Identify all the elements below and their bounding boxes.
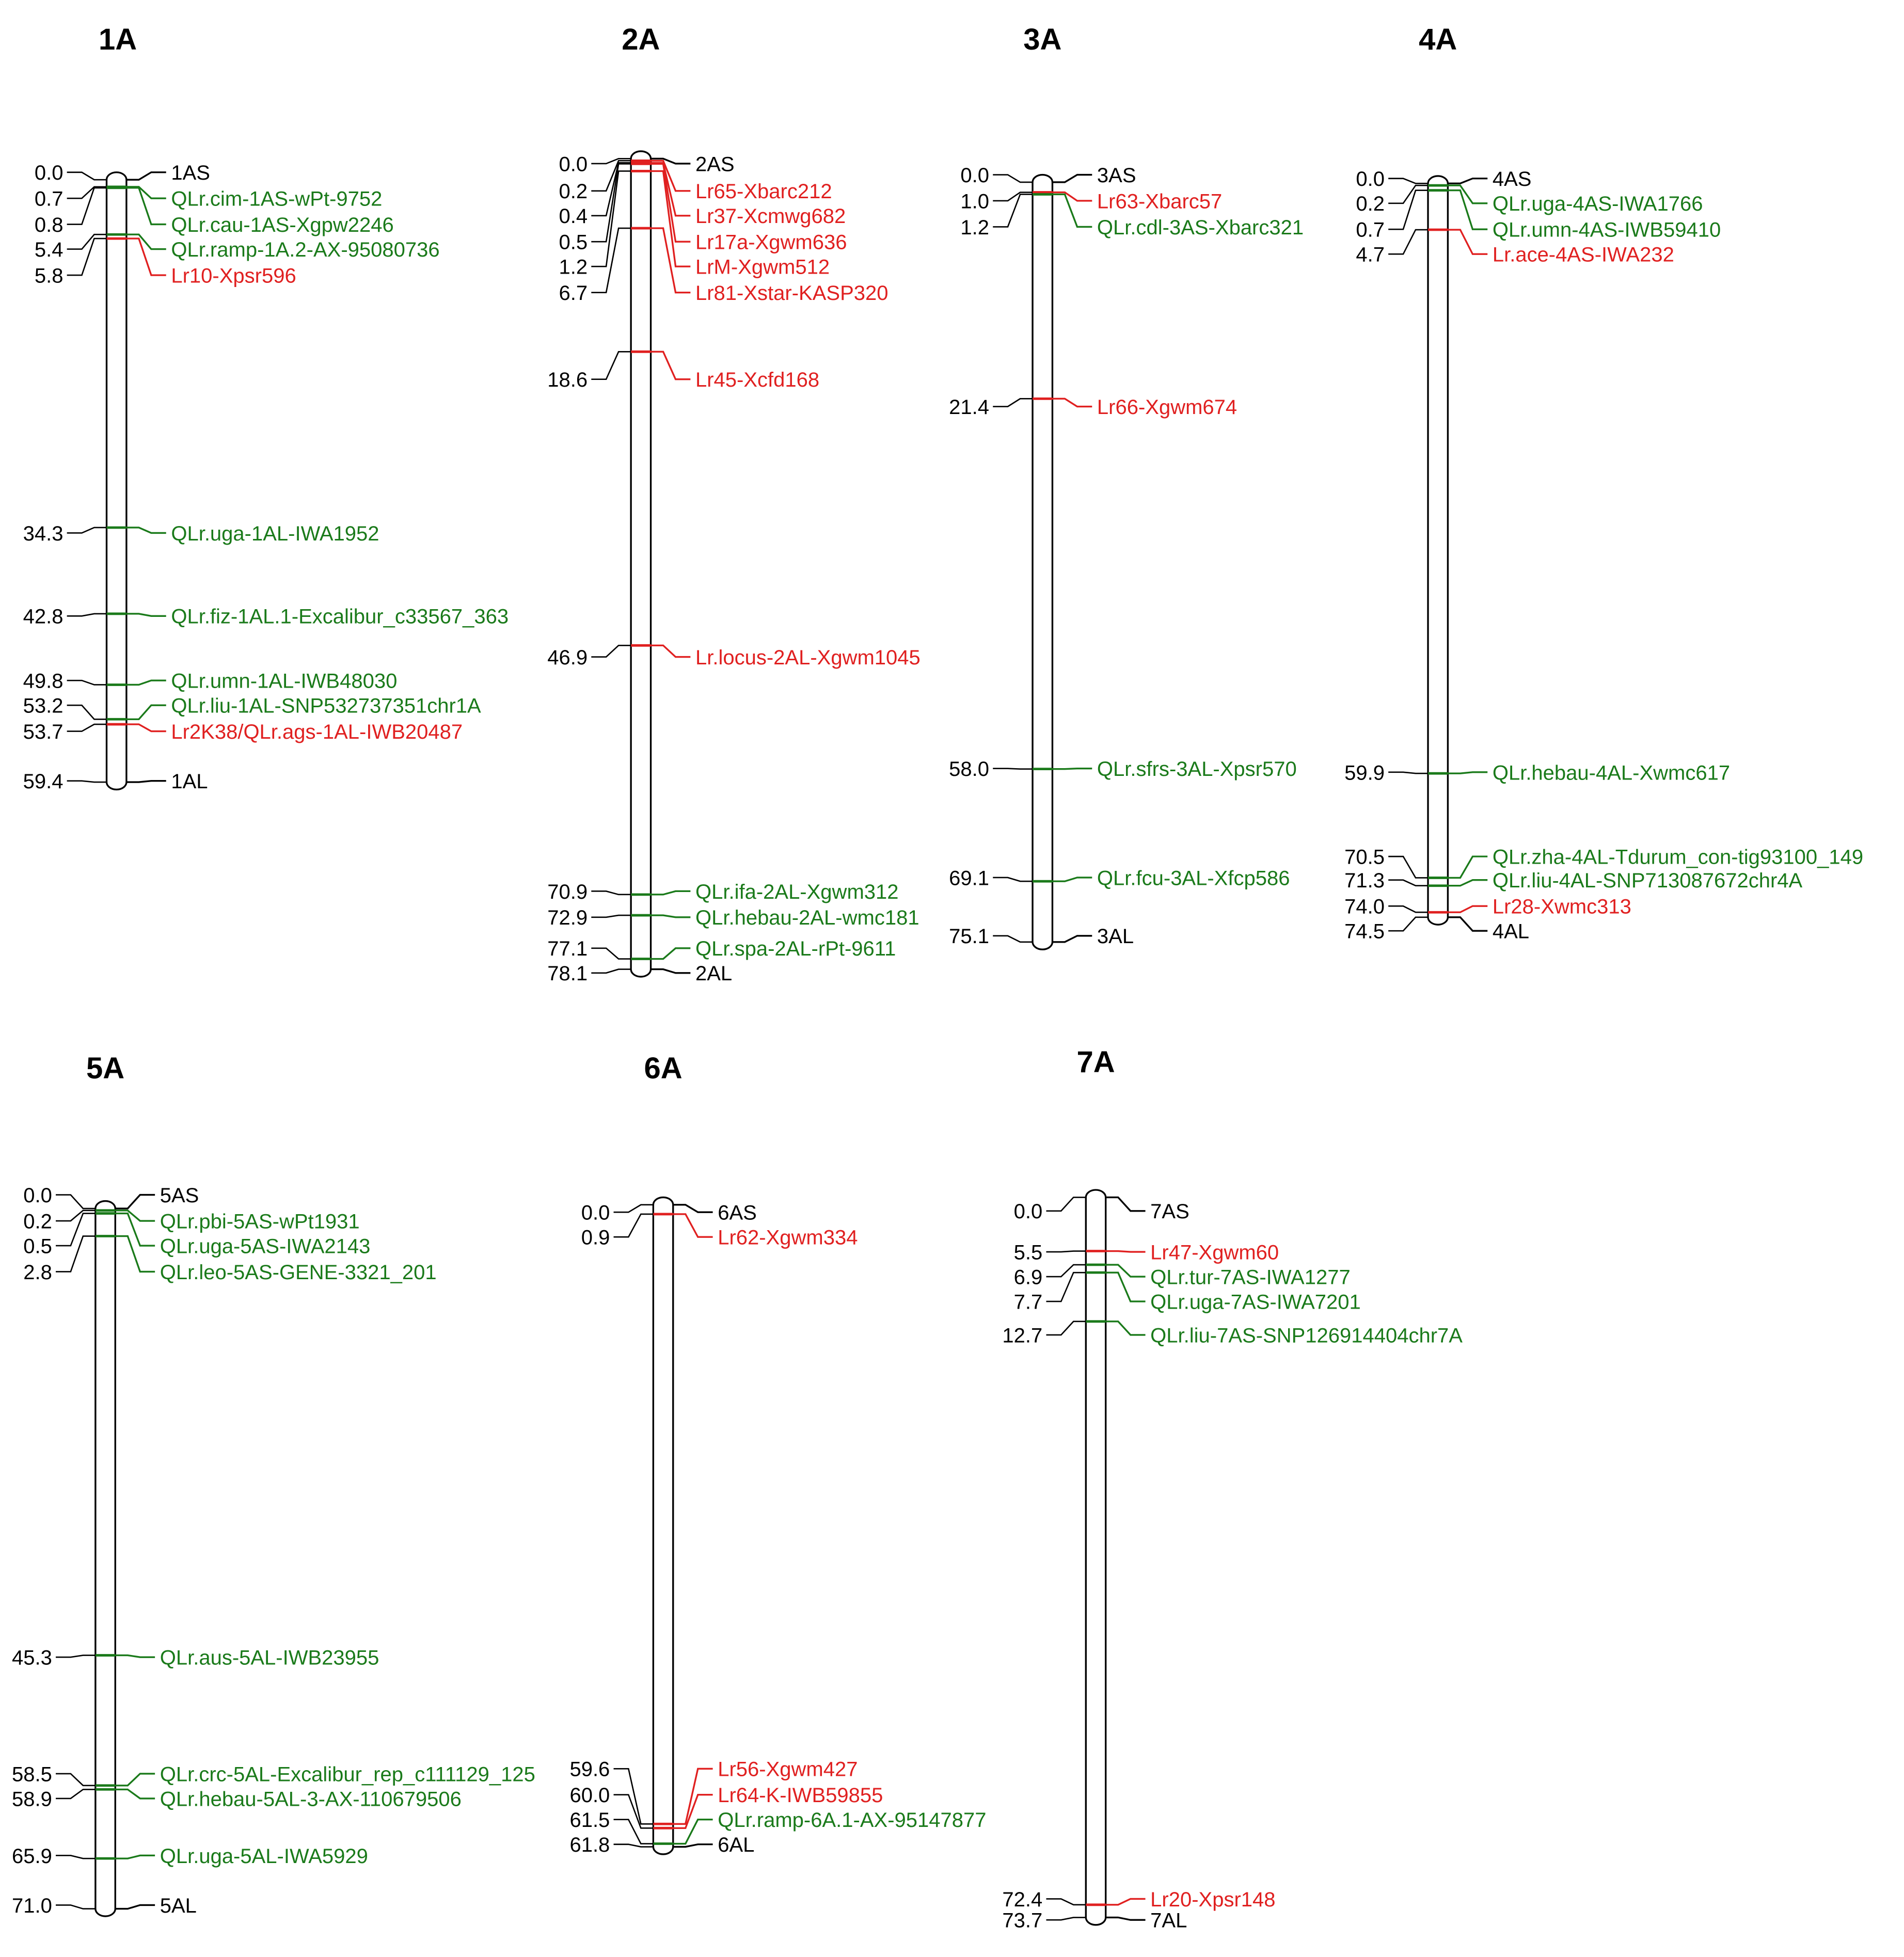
marker-label: QLr.hebau-4AL-Xwmc617 bbox=[1492, 761, 1731, 785]
marker-position: 4.7 bbox=[1356, 243, 1385, 266]
position-leader bbox=[591, 969, 631, 973]
marker-position: 1.2 bbox=[559, 256, 588, 279]
marker-label: 4AS bbox=[1492, 168, 1532, 191]
label-leader bbox=[673, 1844, 713, 1847]
position-leader bbox=[56, 1656, 96, 1658]
position-leader bbox=[1388, 185, 1428, 203]
marker bbox=[1014, 1265, 1351, 1288]
label-leader bbox=[1448, 917, 1487, 931]
chromosome-title: 3A bbox=[1023, 23, 1062, 57]
label-leader bbox=[1448, 856, 1487, 878]
marker bbox=[12, 1845, 368, 1868]
position-leader bbox=[614, 1820, 654, 1844]
marker bbox=[1344, 896, 1631, 918]
marker-position: 0.2 bbox=[559, 180, 588, 203]
position-leader bbox=[614, 1844, 654, 1847]
label-leader bbox=[1106, 1899, 1146, 1904]
marker-label: QLr.uga-5AL-IWA5929 bbox=[160, 1844, 368, 1868]
marker-position: 1.0 bbox=[960, 190, 990, 213]
marker-label: QLr.cim-1AS-wPt-9752 bbox=[171, 187, 383, 211]
marker bbox=[547, 906, 919, 929]
position-leader bbox=[993, 193, 1033, 201]
marker-position: 74.0 bbox=[1344, 895, 1385, 918]
marker-position: 58.9 bbox=[11, 1788, 52, 1811]
marker-position: 0.0 bbox=[559, 153, 588, 176]
marker-position: 72.4 bbox=[1002, 1888, 1043, 1911]
marker-position: 60.0 bbox=[569, 1784, 610, 1807]
label-leader bbox=[115, 1774, 155, 1786]
position-leader bbox=[1388, 906, 1428, 912]
marker-position: 0.0 bbox=[960, 164, 990, 187]
label-leader bbox=[651, 891, 691, 895]
position-leader bbox=[1388, 856, 1428, 878]
marker-label: QLr.uga-7AS-IWA7201 bbox=[1150, 1291, 1361, 1314]
marker bbox=[23, 695, 481, 720]
label-leader bbox=[1448, 179, 1487, 184]
marker-position: 42.8 bbox=[23, 605, 64, 628]
marker-position: 0.7 bbox=[34, 187, 64, 211]
marker-position: 0.0 bbox=[1013, 1200, 1043, 1223]
label-leader bbox=[1106, 1917, 1146, 1920]
marker-position: 34.3 bbox=[23, 522, 64, 545]
position-leader bbox=[67, 680, 107, 685]
marker-position: 7.7 bbox=[1013, 1291, 1043, 1314]
label-leader bbox=[115, 1855, 155, 1858]
marker-position: 5.5 bbox=[1013, 1241, 1043, 1264]
marker-position: 0.0 bbox=[23, 1184, 52, 1207]
marker-label: Lr10-Xpsr596 bbox=[171, 264, 296, 288]
marker-label: QLr.uga-1AL-IWA1952 bbox=[171, 522, 379, 545]
marker-position: 21.4 bbox=[949, 395, 990, 419]
marker-label: Lr47-Xgwm60 bbox=[1150, 1241, 1279, 1264]
position-leader bbox=[591, 891, 631, 895]
marker-label: QLr.spa-2AL-rPt-9611 bbox=[695, 937, 896, 961]
marker-label: QLr.umn-4AS-IWB59410 bbox=[1492, 218, 1721, 242]
marker-label: QLr.fcu-3AL-Xfcp586 bbox=[1097, 867, 1290, 890]
position-leader bbox=[56, 1855, 96, 1858]
marker bbox=[23, 522, 379, 545]
marker-position: 71.0 bbox=[11, 1894, 52, 1917]
marker-position: 58.0 bbox=[949, 758, 990, 781]
marker-position: 0.4 bbox=[559, 205, 588, 228]
chromosome-bar bbox=[106, 172, 126, 790]
marker-label: 5AL bbox=[160, 1894, 197, 1917]
position-leader bbox=[1388, 880, 1428, 886]
marker-label: QLr.cau-1AS-Xgpw2246 bbox=[171, 213, 394, 236]
label-leader bbox=[1106, 1251, 1146, 1252]
position-leader bbox=[591, 228, 631, 293]
marker bbox=[23, 606, 509, 628]
position-leader bbox=[993, 878, 1033, 881]
position-leader bbox=[614, 1205, 654, 1212]
marker-position: 0.0 bbox=[34, 162, 64, 185]
label-leader bbox=[1106, 1265, 1146, 1277]
position-leader bbox=[67, 187, 107, 198]
marker-label: Lr65-Xbarc212 bbox=[695, 180, 832, 203]
position-leader bbox=[591, 948, 631, 959]
marker-position: 0.2 bbox=[23, 1210, 52, 1233]
position-leader bbox=[1046, 1899, 1086, 1904]
label-leader bbox=[651, 915, 691, 917]
label-leader bbox=[115, 1214, 155, 1246]
position-leader bbox=[591, 161, 631, 190]
marker-label: QLr.zha-4AL-Tdurum_con-tig93100_149 bbox=[1492, 846, 1864, 869]
marker-position: 12.7 bbox=[1002, 1324, 1043, 1347]
chromosome-title: 5A bbox=[86, 1051, 125, 1085]
marker-label: QLr.hebau-5AL-3-AX-110679506 bbox=[160, 1788, 462, 1811]
marker bbox=[949, 396, 1237, 419]
label-leader bbox=[1448, 772, 1487, 773]
marker-position: 0.2 bbox=[1356, 193, 1385, 216]
marker bbox=[23, 1210, 359, 1233]
marker-label: QLr.ramp-1A.2-AX-95080736 bbox=[171, 238, 440, 262]
position-leader bbox=[591, 645, 631, 657]
chromosome-title: 4A bbox=[1419, 23, 1457, 57]
label-leader bbox=[115, 1211, 155, 1221]
chromosome-2a bbox=[547, 23, 921, 985]
position-leader bbox=[614, 1214, 654, 1237]
marker bbox=[949, 758, 1297, 781]
marker-position: 0.5 bbox=[559, 231, 588, 254]
marker bbox=[12, 1647, 379, 1669]
marker-label: 7AS bbox=[1150, 1200, 1189, 1223]
marker-position: 75.1 bbox=[949, 925, 990, 948]
position-leader bbox=[1046, 1265, 1086, 1277]
chromosome-4a bbox=[1344, 23, 1863, 943]
position-leader bbox=[67, 781, 107, 782]
marker bbox=[23, 670, 398, 693]
position-leader bbox=[67, 614, 107, 616]
label-leader bbox=[126, 172, 166, 180]
marker bbox=[1002, 1910, 1187, 1932]
marker-label: QLr.liu-4AL-SNP713087672chr4A bbox=[1492, 869, 1803, 893]
label-leader bbox=[1448, 185, 1487, 203]
marker-label: 1AS bbox=[171, 162, 210, 185]
marker-label: QLr.liu-1AL-SNP532737351chr1A bbox=[171, 694, 481, 718]
marker-position: 53.7 bbox=[23, 721, 64, 744]
marker-label: Lr2K38/QLr.ags-1AL-IWB20487 bbox=[171, 721, 463, 744]
label-leader bbox=[115, 1236, 155, 1272]
position-leader bbox=[1388, 179, 1428, 184]
marker bbox=[1344, 761, 1730, 784]
marker-label: Lr62-Xgwm334 bbox=[718, 1226, 858, 1249]
marker-label: Lr64-K-IWB59855 bbox=[718, 1784, 883, 1807]
marker-label: 2AL bbox=[695, 962, 733, 985]
marker-label: QLr.liu-7AS-SNP126914404chr7A bbox=[1150, 1324, 1463, 1347]
label-leader bbox=[651, 645, 691, 657]
label-leader bbox=[1052, 194, 1092, 227]
position-leader bbox=[1046, 1251, 1086, 1252]
position-leader bbox=[67, 724, 107, 731]
marker-position: 0.0 bbox=[581, 1201, 610, 1224]
label-leader bbox=[1106, 1322, 1146, 1335]
label-leader bbox=[673, 1769, 713, 1824]
chromosome-title: 2A bbox=[622, 23, 660, 57]
label-leader bbox=[1448, 906, 1487, 912]
label-leader bbox=[1448, 230, 1487, 254]
position-leader bbox=[67, 234, 107, 249]
marker-position: 59.6 bbox=[569, 1758, 610, 1781]
marker-label: 1AL bbox=[171, 770, 208, 793]
marker-position: 18.6 bbox=[547, 369, 588, 392]
marker bbox=[547, 937, 896, 960]
chromosome-bar bbox=[96, 1201, 115, 1916]
marker-label: QLr.pbi-5AS-wPt1931 bbox=[160, 1210, 360, 1233]
label-leader bbox=[651, 969, 691, 973]
position-leader bbox=[56, 1774, 96, 1786]
marker bbox=[35, 187, 383, 211]
label-leader bbox=[1448, 880, 1487, 886]
marker bbox=[547, 645, 921, 669]
marker-position: 70.5 bbox=[1344, 846, 1385, 869]
position-leader bbox=[1046, 1917, 1086, 1920]
position-leader bbox=[993, 175, 1033, 182]
position-leader bbox=[56, 1214, 96, 1246]
marker bbox=[1014, 1197, 1189, 1223]
marker bbox=[12, 1763, 535, 1786]
marker bbox=[12, 1788, 462, 1810]
label-leader bbox=[126, 614, 166, 616]
marker-position: 70.9 bbox=[547, 880, 588, 903]
marker-position: 0.5 bbox=[23, 1235, 52, 1258]
position-leader bbox=[56, 1236, 96, 1272]
chromosome-3a bbox=[949, 23, 1304, 949]
position-leader bbox=[591, 171, 631, 266]
label-leader bbox=[651, 161, 691, 190]
marker-label: Lr20-Xpsr148 bbox=[1150, 1888, 1276, 1911]
marker-position: 77.1 bbox=[547, 937, 588, 961]
marker-position: 46.9 bbox=[547, 646, 588, 669]
marker-position: 72.9 bbox=[547, 906, 588, 930]
marker-label: 6AS bbox=[718, 1201, 757, 1224]
marker-label: QLr.crc-5AL-Excalibur_rep_c111129_125 bbox=[160, 1763, 535, 1786]
position-leader bbox=[591, 352, 631, 379]
marker-position: 0.9 bbox=[581, 1226, 610, 1249]
chromosome-bar bbox=[1033, 175, 1052, 950]
marker-position: 0.0 bbox=[1356, 168, 1385, 191]
marker-position: 65.9 bbox=[11, 1844, 52, 1868]
marker-position: 71.3 bbox=[1344, 869, 1385, 893]
marker bbox=[12, 1895, 197, 1917]
marker-label: Lr17a-Xgwm636 bbox=[695, 231, 847, 254]
marker-label: QLr.ramp-6A.1-AX-95147877 bbox=[718, 1809, 987, 1832]
position-leader bbox=[1388, 917, 1428, 931]
marker-label: QLr.leo-5AS-GENE-3321_201 bbox=[160, 1261, 437, 1284]
position-leader bbox=[1046, 1197, 1086, 1211]
label-leader bbox=[115, 1789, 155, 1799]
position-leader bbox=[67, 172, 107, 180]
marker-label: QLr.sfrs-3AL-Xpsr570 bbox=[1097, 758, 1297, 781]
marker-position: 5.8 bbox=[34, 264, 64, 288]
marker bbox=[1014, 1241, 1279, 1264]
marker-label: Lr45-Xcfd168 bbox=[695, 369, 820, 392]
marker bbox=[547, 962, 732, 985]
position-leader bbox=[614, 1769, 654, 1824]
marker bbox=[569, 1834, 754, 1856]
label-leader bbox=[115, 1656, 155, 1658]
marker-position: 59.9 bbox=[1344, 761, 1385, 785]
position-leader bbox=[56, 1789, 96, 1799]
marker-position: 59.4 bbox=[23, 770, 64, 793]
chromosome-bar bbox=[1428, 176, 1448, 925]
marker bbox=[569, 1809, 986, 1843]
marker bbox=[1356, 168, 1531, 190]
marker-label: Lr28-Xwmc313 bbox=[1492, 895, 1631, 918]
marker-position: 61.5 bbox=[569, 1809, 610, 1832]
marker-label: 7AL bbox=[1150, 1909, 1187, 1932]
label-leader bbox=[126, 781, 166, 782]
label-leader bbox=[126, 705, 166, 719]
position-leader bbox=[67, 528, 107, 533]
label-leader bbox=[651, 948, 691, 959]
marker-position: 78.1 bbox=[547, 962, 588, 985]
marker-label: 6AL bbox=[718, 1834, 755, 1857]
marker-position: 1.2 bbox=[960, 216, 990, 239]
marker-label: 2AS bbox=[695, 153, 735, 176]
marker bbox=[949, 867, 1290, 889]
chromosome-bar bbox=[631, 151, 650, 977]
label-leader bbox=[1106, 1197, 1146, 1211]
marker-label: Lr.ace-4AS-IWA232 bbox=[1492, 243, 1674, 266]
marker bbox=[23, 1184, 199, 1208]
position-leader bbox=[67, 705, 107, 719]
marker-label: 5AS bbox=[160, 1184, 199, 1207]
marker-label: QLr.uga-5AS-IWA2143 bbox=[160, 1235, 371, 1258]
marker-label: Lr63-Xbarc57 bbox=[1097, 190, 1223, 213]
marker-position: 74.5 bbox=[1344, 920, 1385, 943]
chromosome-title: 1A bbox=[99, 23, 137, 57]
marker bbox=[960, 190, 1222, 213]
marker bbox=[1344, 917, 1529, 943]
label-leader bbox=[126, 234, 166, 249]
position-leader bbox=[1388, 772, 1428, 773]
marker-position: 0.8 bbox=[34, 213, 64, 236]
label-leader bbox=[126, 528, 166, 533]
chromosome-bar bbox=[1086, 1190, 1105, 1925]
marker-position: 53.2 bbox=[23, 694, 64, 718]
marker bbox=[547, 352, 819, 391]
marker bbox=[1002, 1888, 1275, 1911]
position-leader bbox=[993, 936, 1033, 942]
marker-label: QLr.aus-5AL-IWB23955 bbox=[160, 1646, 379, 1669]
position-leader bbox=[614, 1795, 654, 1828]
position-leader bbox=[56, 1195, 96, 1208]
label-leader bbox=[1052, 399, 1092, 406]
marker-label: QLr.umn-1AL-IWB48030 bbox=[171, 670, 398, 693]
label-leader bbox=[673, 1214, 713, 1237]
position-leader bbox=[993, 399, 1033, 406]
marker-label: QLr.fiz-1AL.1-Excalibur_c33567_363 bbox=[171, 605, 509, 628]
marker-position: 0.7 bbox=[1356, 218, 1385, 242]
marker-position: 61.8 bbox=[569, 1834, 610, 1857]
marker-position: 58.5 bbox=[11, 1763, 52, 1786]
marker-label: Lr81-Xstar-KASP320 bbox=[695, 282, 888, 305]
marker-position: 5.4 bbox=[34, 238, 64, 262]
marker-position: 6.7 bbox=[559, 282, 588, 305]
label-leader bbox=[673, 1205, 713, 1212]
position-leader bbox=[1388, 230, 1428, 254]
marker-label: QLr.uga-4AS-IWA1766 bbox=[1492, 193, 1703, 216]
position-leader bbox=[56, 1211, 96, 1221]
marker-label: LrM-Xgwm512 bbox=[695, 256, 830, 279]
marker bbox=[949, 925, 1134, 948]
position-leader bbox=[56, 1905, 96, 1908]
label-leader bbox=[651, 171, 691, 266]
marker-label: QLr.tur-7AS-IWA1277 bbox=[1150, 1266, 1351, 1289]
label-leader bbox=[115, 1195, 155, 1208]
position-leader bbox=[1046, 1322, 1086, 1335]
marker bbox=[23, 721, 463, 743]
marker-label: QLr.cdl-3AS-Xbarc321 bbox=[1097, 216, 1304, 239]
marker-label: Lr.locus-2AL-Xgwm1045 bbox=[695, 646, 921, 669]
position-leader bbox=[993, 194, 1033, 227]
label-leader bbox=[651, 228, 691, 293]
label-leader bbox=[1052, 175, 1092, 182]
marker-label: Lr56-Xgwm427 bbox=[718, 1758, 858, 1781]
marker bbox=[1002, 1322, 1463, 1347]
chromosome-bar bbox=[653, 1197, 673, 1854]
marker-label: 3AL bbox=[1097, 925, 1134, 948]
chromosome-title: 7A bbox=[1076, 1045, 1115, 1079]
marker bbox=[547, 881, 898, 903]
label-leader bbox=[1052, 878, 1092, 881]
chromosome-1a bbox=[23, 23, 509, 793]
chromosome-5a bbox=[12, 1052, 535, 1917]
marker-position: 6.9 bbox=[1013, 1266, 1043, 1289]
label-leader bbox=[126, 680, 166, 685]
label-leader bbox=[651, 352, 691, 379]
marker-label: QLr.ifa-2AL-Xgwm312 bbox=[695, 880, 899, 903]
position-leader bbox=[591, 915, 631, 917]
marker-label: Lr37-Xcmwg682 bbox=[695, 205, 846, 228]
marker-label: QLr.hebau-2AL-wmc181 bbox=[695, 906, 919, 930]
marker-position: 45.3 bbox=[11, 1646, 52, 1669]
chromosome-7a bbox=[1002, 1045, 1463, 1932]
chromosome-6a bbox=[569, 1052, 986, 1856]
marker-label: 3AS bbox=[1097, 164, 1136, 187]
marker-position: 49.8 bbox=[23, 670, 64, 693]
label-leader bbox=[115, 1905, 155, 1908]
marker-position: 2.8 bbox=[23, 1261, 52, 1284]
label-leader bbox=[1052, 936, 1092, 942]
label-leader bbox=[126, 724, 166, 731]
marker-position: 69.1 bbox=[949, 867, 990, 890]
marker-position: 73.7 bbox=[1002, 1909, 1043, 1932]
chromosome-title: 6A bbox=[644, 1051, 683, 1085]
marker-label: 4AL bbox=[1492, 920, 1530, 943]
marker-label: Lr66-Xgwm674 bbox=[1097, 395, 1237, 419]
